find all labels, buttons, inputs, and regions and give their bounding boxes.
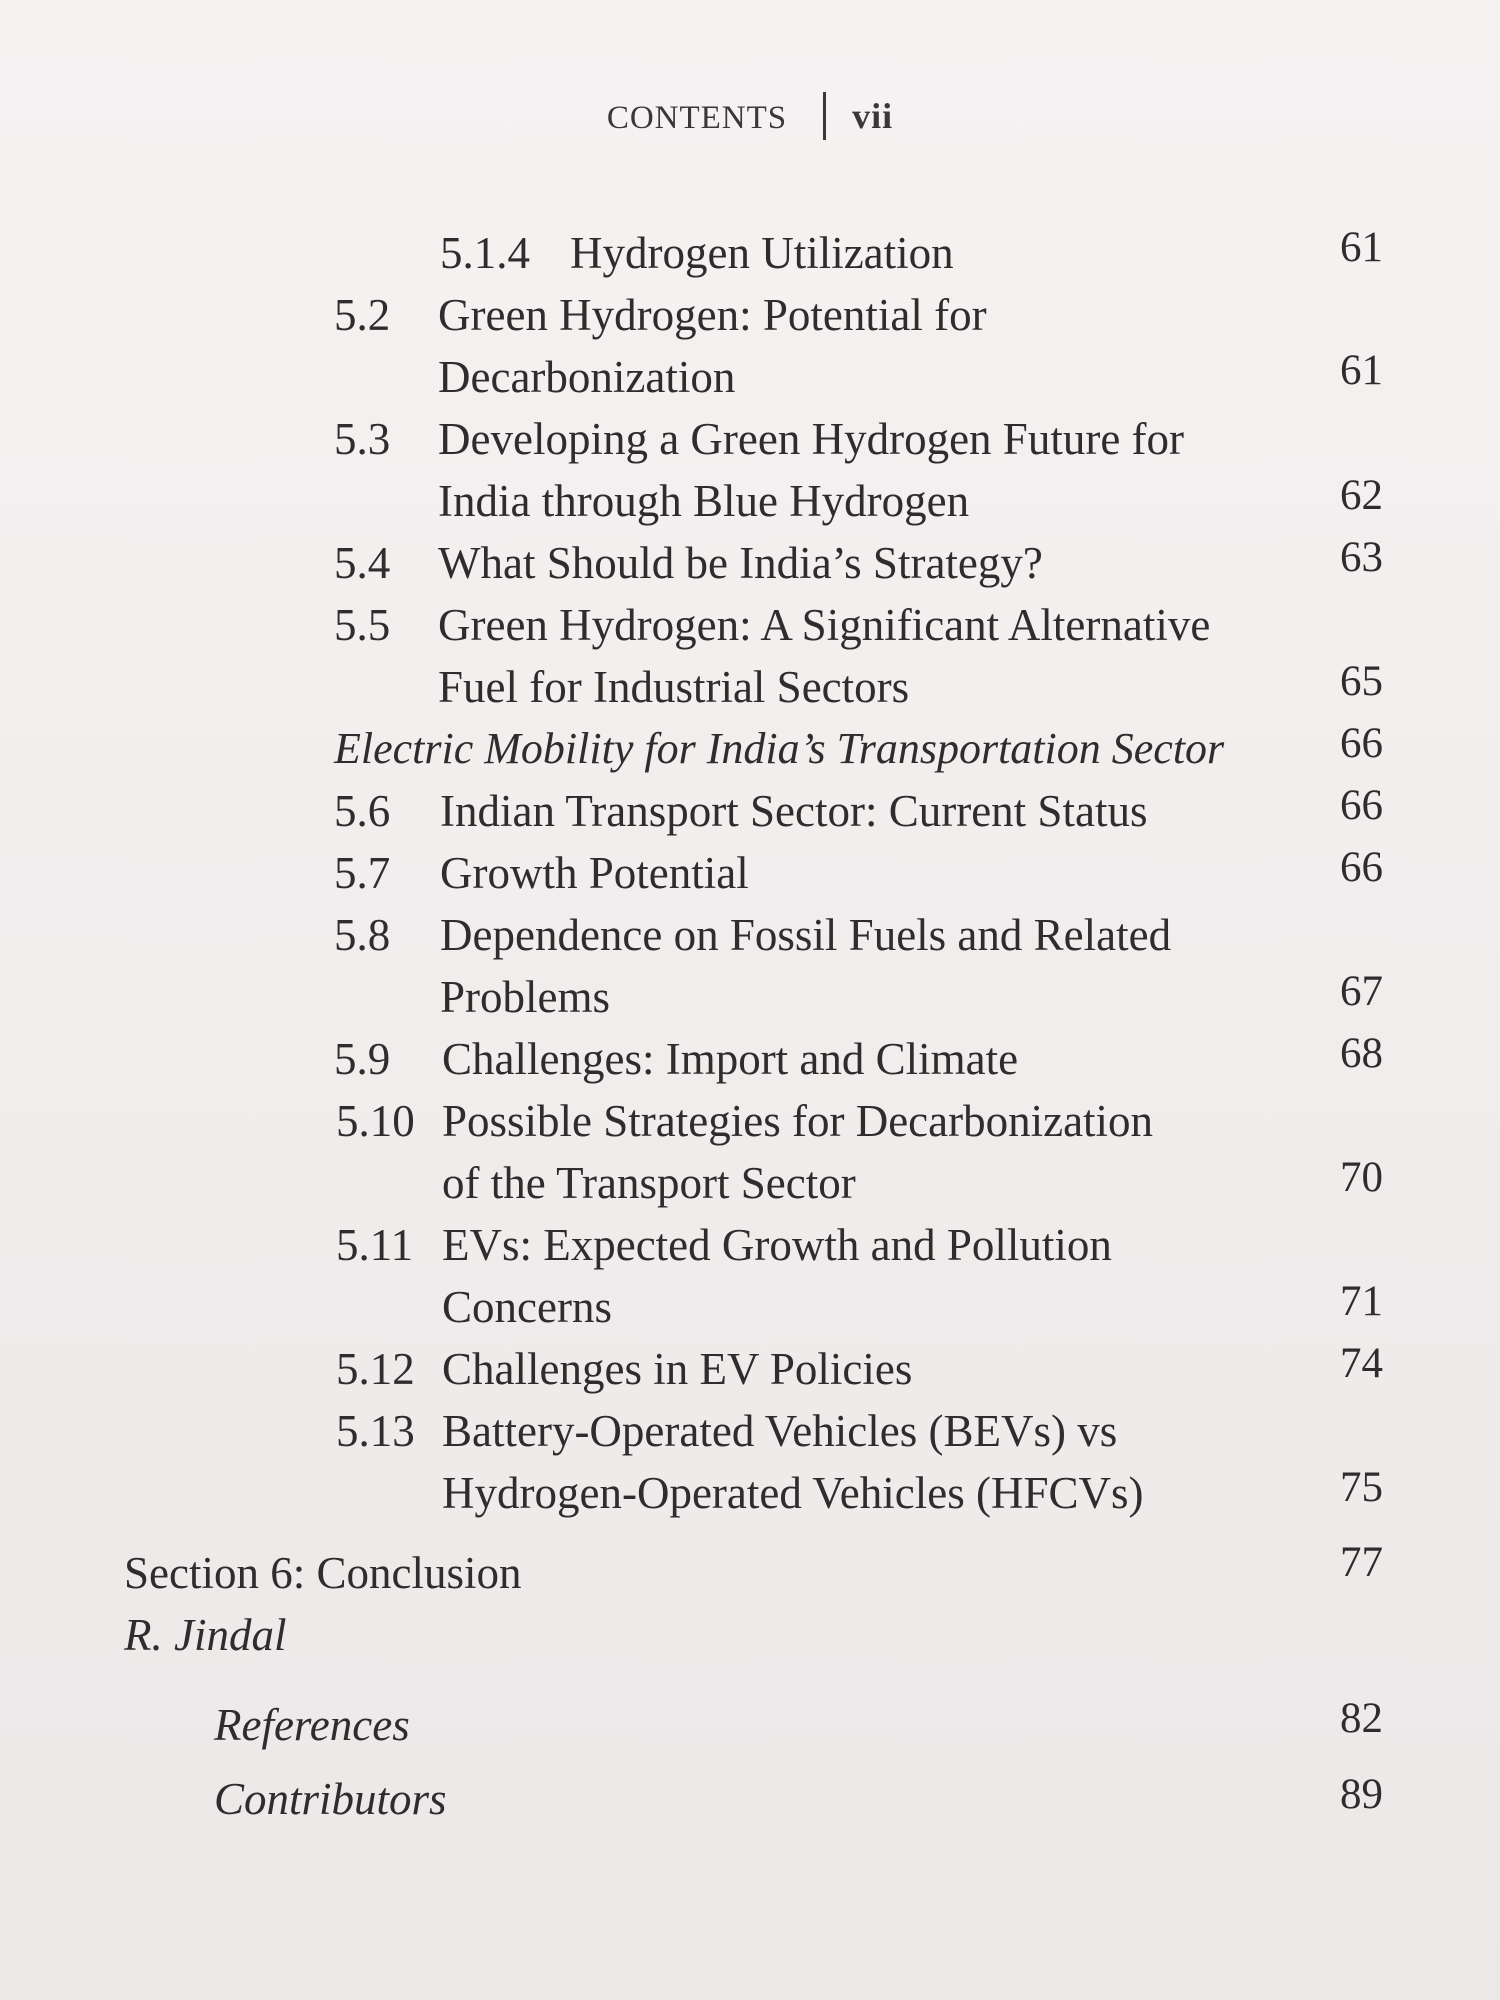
toc-entry-title-line-1: Possible Strategies for Decarbonization [442, 1096, 1154, 1146]
toc-entry-number: 5.7 [334, 848, 391, 898]
toc-page-number: 66 [1340, 844, 1383, 891]
references-label: References [214, 1700, 410, 1750]
running-header [0, 92, 1500, 140]
toc-page-number: 66 [1340, 720, 1383, 767]
toc-entry-title: Indian Transport Sector: Current Status [440, 786, 1148, 836]
table-of-contents [0, 222, 1500, 1922]
toc-entry-title-line-2: Problems [440, 972, 611, 1022]
toc-page-number: 61 [1340, 224, 1383, 271]
toc-entry-title: Growth Potential [440, 848, 749, 898]
toc-page-number: 66 [1340, 782, 1383, 829]
toc-page-number: 67 [1340, 968, 1383, 1015]
toc-entry-title-line-2: Hydrogen-Operated Vehicles (HFCVs) [442, 1468, 1144, 1518]
toc-entry-title-line-1: Dependence on Fossil Fuels and Related [440, 910, 1172, 960]
toc-page-number: 75 [1340, 1464, 1383, 1511]
header-divider [823, 92, 826, 140]
toc-page-number: 82 [1340, 1695, 1383, 1742]
toc-entry-title: What Should be India’s Strategy? [438, 538, 1043, 588]
toc-page-number: 77 [1340, 1539, 1383, 1586]
toc-entry-number: 5.5 [334, 600, 391, 650]
toc-entry-title: Hydrogen Utilization [570, 228, 954, 278]
toc-page-number: 61 [1340, 347, 1383, 394]
toc-entry-title-line-1: Developing a Green Hydrogen Future for [438, 414, 1185, 464]
toc-entry-number: 5.3 [334, 414, 391, 464]
toc-entry-title-line-1: Green Hydrogen: A Significant Alternative [438, 600, 1211, 650]
toc-entry-title: Challenges in EV Policies [442, 1344, 913, 1394]
toc-entry-number: 5.12 [336, 1344, 415, 1394]
toc-section-title: Section 6: Conclusion [124, 1548, 522, 1598]
toc-entry-number: 5.2 [334, 290, 391, 340]
running-header-title: CONTENTS [606, 100, 788, 136]
toc-page-number: 71 [1340, 1278, 1383, 1325]
toc-entry-number: 5.11 [336, 1220, 414, 1270]
toc-entry-title-line-2: Fuel for Industrial Sectors [438, 662, 910, 712]
author-name: R. Jindal [124, 1610, 287, 1660]
toc-entry-number: 5.8 [334, 910, 391, 960]
toc-page-number: 68 [1340, 1030, 1383, 1077]
toc-entry-number: 5.9 [334, 1034, 391, 1084]
toc-page-number: 89 [1340, 1771, 1383, 1818]
toc-page-number: 65 [1340, 658, 1383, 705]
toc-part-heading-title: Electric Mobility for India’s Transportation Sector [334, 724, 1225, 773]
toc-page-number: 70 [1340, 1154, 1383, 1201]
toc-entry-title-line-1: Battery-Operated Vehicles (BEVs) vs [442, 1406, 1118, 1456]
toc-entry-number: 5.1.4 [440, 228, 530, 278]
toc-entry-title-line-2: Concerns [442, 1282, 612, 1332]
contributors-label: Contributors [214, 1774, 447, 1824]
toc-entry-number: 5.6 [334, 786, 391, 836]
toc-entry-number: 5.4 [334, 538, 391, 588]
toc-entry-number: 5.10 [336, 1096, 415, 1146]
toc-page-number: 63 [1340, 534, 1383, 581]
toc-entry-title: Challenges: Import and Climate [442, 1034, 1019, 1084]
folio-page-number: vii [852, 96, 894, 136]
toc-page-number: 74 [1340, 1340, 1383, 1387]
toc-page-number: 62 [1340, 472, 1383, 519]
toc-entry-title-line-2: India through Blue Hydrogen [438, 476, 970, 526]
toc-entry-title-line-2: of the Transport Sector [442, 1158, 856, 1208]
toc-entry-title-line-1: Green Hydrogen: Potential for [438, 290, 987, 340]
toc-entry-title-line-1: EVs: Expected Growth and Pollution [442, 1220, 1112, 1270]
toc-entry-number: 5.13 [336, 1406, 415, 1456]
toc-entry-title-line-2: Decarbonization [438, 352, 736, 402]
